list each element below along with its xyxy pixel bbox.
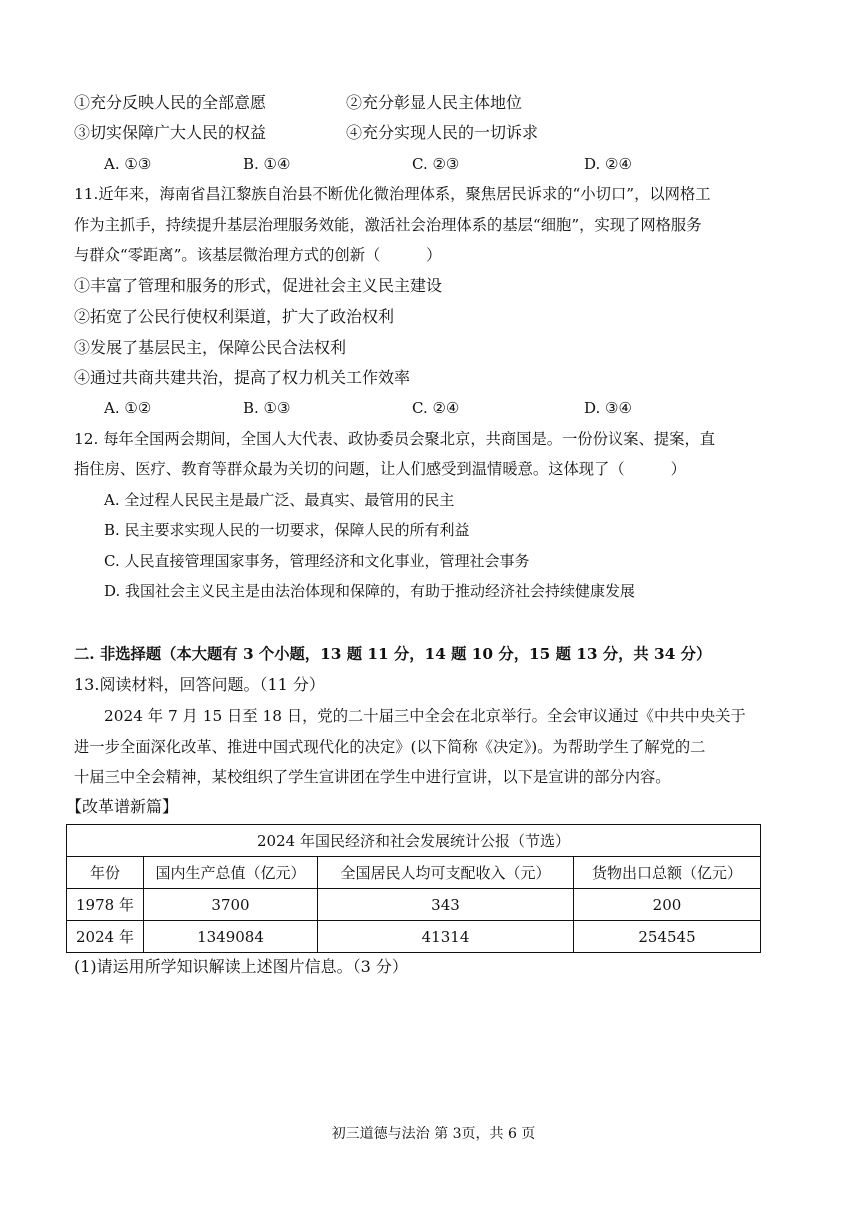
table-row xyxy=(67,889,761,921)
q11-option-c: C. ②④ xyxy=(412,399,460,417)
table-cell: 200 xyxy=(574,889,761,921)
table-cell: 1978 年 xyxy=(67,889,144,921)
q13-material-line-1: 2024 年 7 月 15 日至 18 日，党的二十届三中全会在北京举行。全会审议通过《中共中央关于 xyxy=(104,707,746,725)
q11-statement-1: ①丰富了管理和服务的形式，促进社会主义民主建设 xyxy=(74,276,443,295)
table-header-gdp: 国内生产总值（亿元） xyxy=(144,857,318,889)
table-cell: 1349084 xyxy=(144,921,318,953)
table-header-export: 货物出口总额（亿元） xyxy=(574,857,761,889)
table-cell: 254545 xyxy=(574,921,761,953)
q13-material-line-2: 进一步全面深化改革、推进中国式现代化的决定》(以下简称《决定》)。为帮助学生了解党的二 xyxy=(74,738,706,756)
q13-title: 13.阅读材料，回答问题。（11 分） xyxy=(74,675,325,694)
statistics-table xyxy=(66,824,761,953)
q13-subquestion-1: (1)请运用所学知识解读上述图片信息。（3 分） xyxy=(74,957,408,976)
q11-stem-line-2: 作为主抓手，持续提升基层治理服务效能，激活社会治理体系的基层“细胞”，实现了网格服务 xyxy=(74,216,702,234)
table-caption: 2024 年国民经济和社会发展统计公报（节选） xyxy=(67,825,761,857)
q10-statement-1: ①充分反映人民的全部意愿 xyxy=(74,93,267,112)
q10-option-b: B. ①④ xyxy=(243,155,291,173)
q12-option-b: B. 民主要求实现人民的一切要求，保障人民的所有利益 xyxy=(104,521,470,539)
table-cell: 2024 年 xyxy=(67,921,144,953)
page-footer: 初三道德与法治 第 3页，共 6 页 xyxy=(331,1126,536,1142)
q11-stem-line-3: 与群众“零距离”。该基层微治理方式的创新（ ） xyxy=(74,246,442,264)
q10-option-d: D. ②④ xyxy=(584,155,632,173)
q11-option-b: B. ①③ xyxy=(243,399,291,417)
table-cell: 3700 xyxy=(144,889,318,921)
q11-statement-2: ②拓宽了公民行使权利渠道，扩大了政治权利 xyxy=(74,307,395,326)
q12-option-d: D. 我国社会主义民主是由法治体现和保障的，有助于推动经济社会持续健康发展 xyxy=(104,582,636,600)
table-cell: 343 xyxy=(318,889,574,921)
q13-material-line-3: 十届三中全会精神，某校组织了学生宣讲团在学生中进行宣讲，以下是宣讲的部分内容。 xyxy=(74,768,671,786)
q11-option-a: A. ①② xyxy=(104,399,152,417)
q12-stem-line-2: 指住房、医疗、教育等群众最为关切的问题，让人们感受到温情暖意。这体现了（ ） xyxy=(74,460,686,478)
q10-statement-2: ②充分彰显人民主体地位 xyxy=(346,93,523,112)
q11-option-d: D. ③④ xyxy=(584,399,632,417)
q12-stem-line-1: 12. 每年全国两会期间，全国人大代表、政协委员会聚北京，共商国是。一份份议案、提案，直 xyxy=(74,430,716,448)
section-2-heading: 二. 非选择题（本大题有 3 个小题，13 题 11 分，14 题 10 分，15 题 13 分，共 34 分） xyxy=(74,645,712,663)
q11-stem-line-1: 11.近年来，海南省昌江黎族自治县不断优化微治理体系，聚焦居民诉求的“小切口”，以网格工 xyxy=(74,185,711,203)
q12-option-a: A. 全过程人民民主是最广泛、最真实、最管用的民主 xyxy=(104,491,455,509)
q12-option-c: C. 人民直接管理国家事务，管理经济和文化事业，管理社会事务 xyxy=(104,552,530,570)
q11-statement-3: ③发展了基层民主，保障公民合法权利 xyxy=(74,338,347,357)
table-header-year: 年份 xyxy=(67,857,144,889)
q11-statement-4: ④通过共商共建共治，提高了权力机关工作效率 xyxy=(74,368,411,387)
q13-section-tag: 【改革谱新篇】 xyxy=(66,797,179,816)
q10-statement-3: ③切实保障广大人民的权益 xyxy=(74,123,267,142)
table-header-income: 全国居民人均可支配收入（元） xyxy=(318,857,574,889)
table-cell: 41314 xyxy=(318,921,574,953)
q10-statement-4: ④充分实现人民的一切诉求 xyxy=(346,123,539,142)
q10-option-c: C. ②③ xyxy=(412,155,460,173)
table-row xyxy=(67,921,761,953)
q10-option-a: A. ①③ xyxy=(104,155,152,173)
